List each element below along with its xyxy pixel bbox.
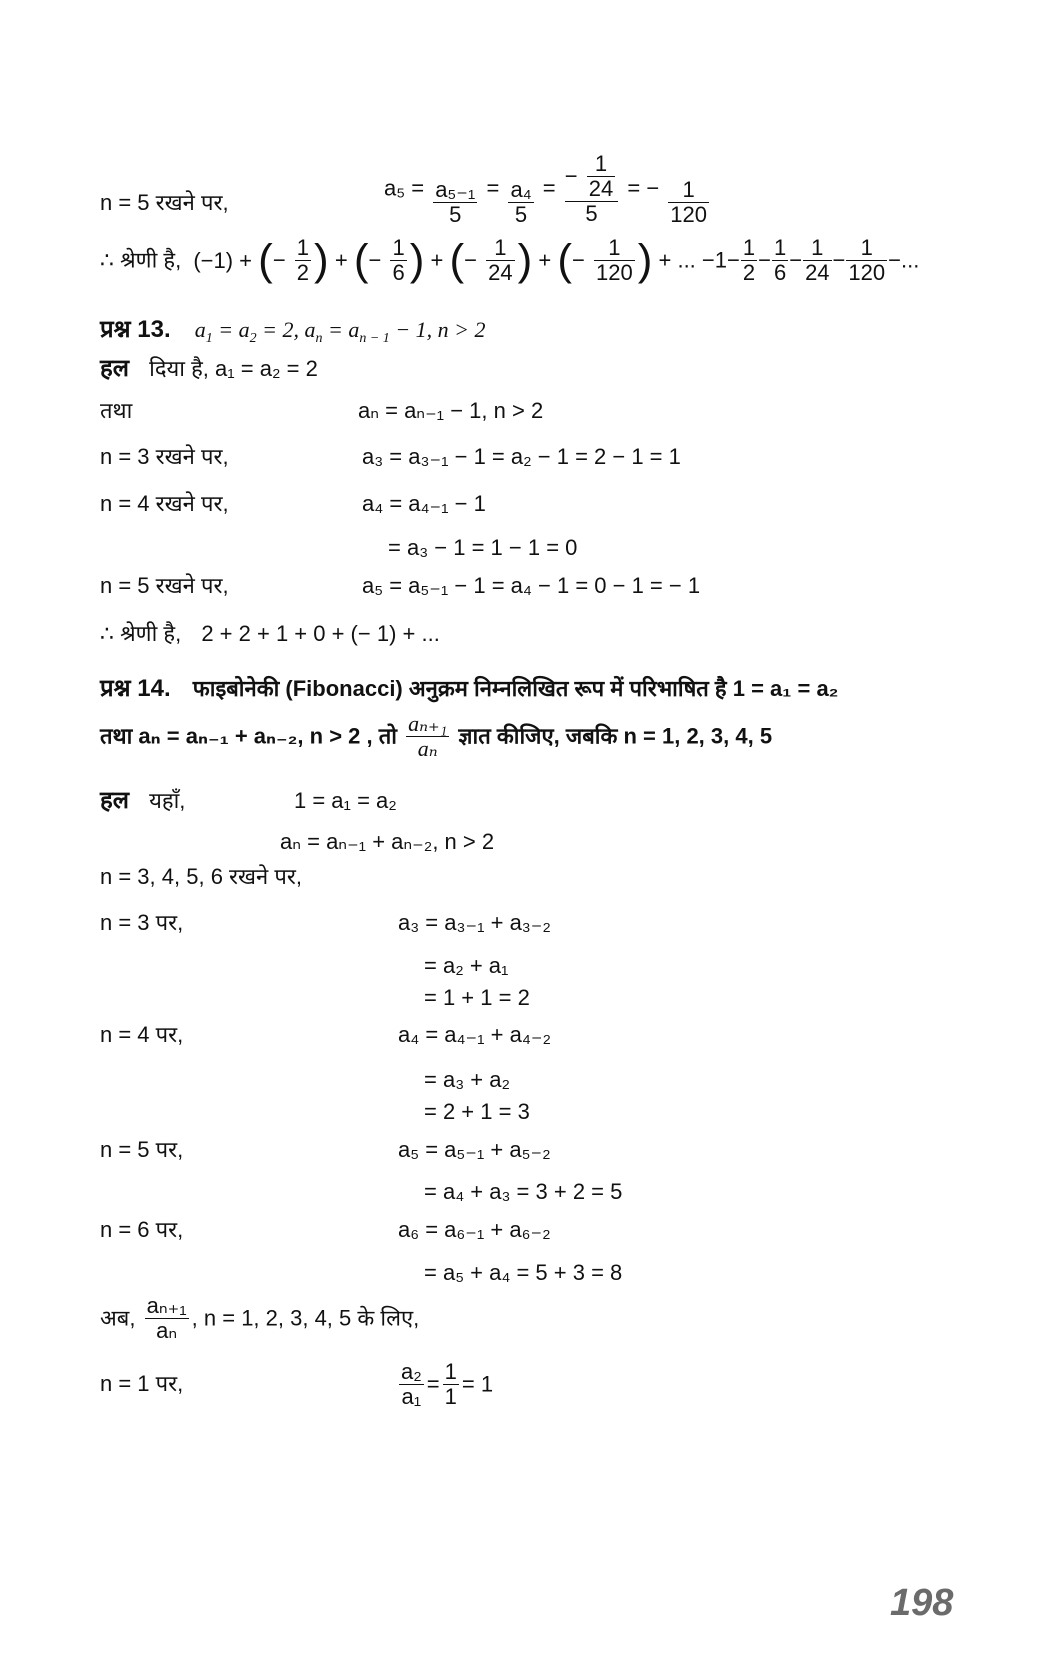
n3-eq: a₃ = a₃₋₁ − 1 = a₂ − 1 = 2 − 1 = 1	[362, 444, 681, 469]
fraction-den: 1	[444, 1384, 457, 1409]
series-label: ∴ श्रेणी है,	[100, 621, 182, 646]
fraction-den: 6	[773, 260, 787, 285]
plus-sign: +	[334, 247, 348, 273]
question-14-pre: तथा aₙ = aₙ₋₁ + aₙ₋₂, n > 2 , तो	[100, 723, 397, 749]
n4-label: n = 4 रखने पर,	[100, 491, 229, 516]
paren-close: )	[409, 235, 425, 285]
a5-equation	[384, 150, 712, 227]
question-14-line2	[100, 712, 772, 761]
fib-recurrence: aₙ = aₙ₋₁ + aₙ₋₂, n > 2	[280, 829, 495, 854]
fraction-den: 5	[449, 202, 462, 227]
fraction-den: 6	[392, 260, 405, 285]
recurrence-eq: aₙ = aₙ₋₁ − 1, n > 2	[358, 398, 544, 423]
fraction-num: 1	[594, 236, 635, 261]
fraction-den: 2	[296, 260, 310, 285]
fraction-den: 24	[588, 175, 614, 201]
series-label: ∴ श्रेणी है,	[100, 247, 182, 273]
fraction-num: aₙ₊₁	[146, 1293, 187, 1318]
fraction-a5-1	[433, 178, 477, 227]
fraction-num: 1	[773, 235, 787, 260]
fraction-num: a₅₋₁	[435, 177, 476, 202]
fraction-a2-a1	[399, 1360, 424, 1409]
fraction-1-24	[486, 236, 514, 285]
fraction-den: 120	[848, 260, 886, 285]
fib-n5-eq: a₅ = a₅₋₁ + a₅₋₂	[398, 1137, 551, 1162]
series-tail: + ... −1−	[658, 247, 740, 273]
fib-n3-label: n = 3 पर,	[100, 910, 184, 935]
ratio-intro-post: , n = 1, 2, 3, 4, 5 के लिए,	[191, 1305, 420, 1331]
paren-open: (	[258, 235, 273, 285]
minus-sign: −	[789, 247, 803, 273]
line-tatha-label: तथा	[100, 398, 133, 423]
plus-sign: +	[430, 247, 444, 273]
question-14-label: प्रश्न 14.	[100, 675, 171, 702]
ratio-fraction	[145, 1294, 189, 1343]
fraction-inner	[587, 152, 615, 201]
plus-sign: +	[538, 247, 552, 273]
fraction-num: aₙ₊₁	[408, 711, 448, 736]
fraction-num: 1	[296, 235, 310, 260]
series-end: −...	[888, 247, 920, 273]
paren-open: (	[557, 235, 573, 285]
fraction-num: 1	[742, 235, 756, 260]
minus-sign: −	[832, 247, 846, 273]
fib-n6-eq2: = a₅ + a₄ = 5 + 3 = 8	[424, 1260, 623, 1285]
fraction-den: a₁	[401, 1384, 422, 1409]
fraction-1-120	[594, 236, 635, 285]
fraction-den: 120	[596, 260, 633, 285]
equals-one: = 1	[461, 1371, 494, 1397]
minus-sign: −	[272, 247, 286, 273]
line-n5-label: n = 5 रखने पर,	[100, 190, 229, 215]
question-13-label: प्रश्न 13.	[100, 316, 171, 343]
fib-n3-eq3: = 1 + 1 = 2	[424, 985, 530, 1010]
n5-label: n = 5 रखने पर,	[100, 573, 229, 598]
term-neg1: (−1) +	[193, 247, 253, 273]
ratio-n1-label: n = 1 पर,	[100, 1371, 184, 1396]
solution-label: हल	[100, 787, 130, 814]
series-13	[100, 621, 440, 647]
fraction-den: 2	[742, 260, 756, 285]
fib-n4-label: n = 4 पर,	[100, 1022, 184, 1047]
minus-sign: −	[368, 247, 382, 273]
minus-sign: −	[564, 163, 578, 188]
fraction-num: 1	[486, 236, 514, 261]
fraction-nested	[565, 152, 618, 226]
minus-sign: −	[572, 247, 585, 273]
fraction-1-1	[443, 1360, 459, 1409]
fib-n4-eq2: = a₃ + a₂	[424, 1067, 511, 1092]
fraction-1-6	[390, 236, 406, 285]
minus-sign: −	[758, 247, 771, 273]
question-13	[100, 316, 486, 346]
fraction-1-2	[741, 236, 757, 285]
equals: =	[486, 175, 500, 201]
fraction-den: 5	[585, 200, 598, 226]
solution-label: हल	[100, 355, 130, 382]
series-value: 2 + 2 + 1 + 0 + (− 1) + ...	[201, 621, 440, 646]
question-13-statement: $a_1 = a_2 = 2$, $a_n = a_{n - 1} - 1$, n > 2	[194, 317, 486, 346]
fib-n6-eq: a₆ = a₆₋₁ + a₆₋₂	[398, 1217, 551, 1242]
ratio-fraction	[406, 712, 449, 761]
equals: =	[426, 1371, 440, 1397]
question-14-post: ज्ञात कीजिए, जबकि n = 1, 2, 3, 4, 5	[458, 723, 773, 749]
n5-eq: a₅ = a₅₋₁ − 1 = a₄ − 1 = 0 − 1 = − 1	[362, 573, 701, 598]
n4-eq: a₄ = a₄₋₁ − 1	[362, 491, 486, 516]
fraction-1-120	[846, 236, 887, 285]
n3-label: n = 3 रखने पर,	[100, 444, 229, 469]
equals: =	[542, 175, 556, 201]
paren-open: (	[449, 235, 465, 285]
page-number: 198	[890, 1582, 954, 1624]
fib-n6-label: n = 6 पर,	[100, 1217, 184, 1242]
fraction-num: a₂	[401, 1359, 422, 1384]
ratio-intro	[100, 1294, 419, 1343]
fraction-1-120	[668, 178, 709, 227]
fib-n4-eq: a₄ = a₄₋₁ + a₄₋₂	[398, 1022, 551, 1047]
paren-close: )	[517, 235, 533, 285]
fraction-num: 1	[668, 178, 709, 203]
fraction-num	[565, 152, 618, 202]
fraction-a4-5	[508, 178, 533, 227]
fib-n3-eq: a₃ = a₃₋₁ + a₃₋₂	[398, 910, 551, 935]
solution-14-line	[100, 788, 185, 814]
paren-open: (	[353, 235, 369, 285]
fib-substitute: n = 3, 4, 5, 6 रखने पर,	[100, 864, 302, 889]
fraction-num: 1	[846, 236, 887, 261]
paren-close: )	[314, 235, 329, 285]
fib-initial: 1 = a₁ = a₂	[294, 788, 397, 813]
fraction-den: 5	[514, 202, 528, 227]
solution-13-line	[100, 356, 318, 382]
fraction-den: 120	[670, 202, 708, 227]
fib-n3-eq2: = a₂ + a₁	[424, 953, 509, 978]
fraction-den: aₙ	[156, 1318, 178, 1343]
equals-minus: = −	[627, 175, 660, 201]
fraction-num: a₄	[510, 177, 532, 202]
fraction-num: 1	[803, 236, 831, 261]
question-14-text: फाइबोनेकी (Fibonacci) अनुक्रम निम्नलिखित रूप में परिभाषित है 1 = a₁ = a₂	[192, 676, 839, 701]
solution-yahan: यहाँ,	[149, 788, 186, 813]
fraction-1-24	[803, 236, 831, 285]
solution-text: दिया है, a₁ = a₂ = 2	[149, 356, 318, 381]
fraction-num: 1	[587, 152, 615, 177]
ratio-intro-pre: अब,	[100, 1305, 136, 1331]
ratio-n1-eq	[396, 1360, 493, 1409]
n4-eq-cont: = a₃ − 1 = 1 − 1 = 0	[388, 535, 578, 560]
fraction-den: 24	[805, 260, 830, 285]
fib-n5-label: n = 5 पर,	[100, 1137, 184, 1162]
a5-lhs: a₅ =	[384, 175, 425, 201]
fraction-num: 1	[392, 235, 405, 260]
paren-close: )	[637, 235, 653, 285]
fraction-1-2	[295, 236, 311, 285]
minus-sign: −	[464, 247, 477, 273]
fraction-den: aₙ	[417, 736, 438, 761]
fib-n5-eq2: = a₄ + a₃ = 3 + 2 = 5	[424, 1179, 623, 1204]
fib-n4-eq3: = 2 + 1 = 3	[424, 1099, 530, 1124]
series-line	[100, 236, 919, 285]
question-14	[100, 676, 838, 702]
fraction-1-6	[772, 236, 788, 285]
fraction-den: 24	[488, 260, 513, 285]
fraction-num: 1	[444, 1359, 457, 1384]
